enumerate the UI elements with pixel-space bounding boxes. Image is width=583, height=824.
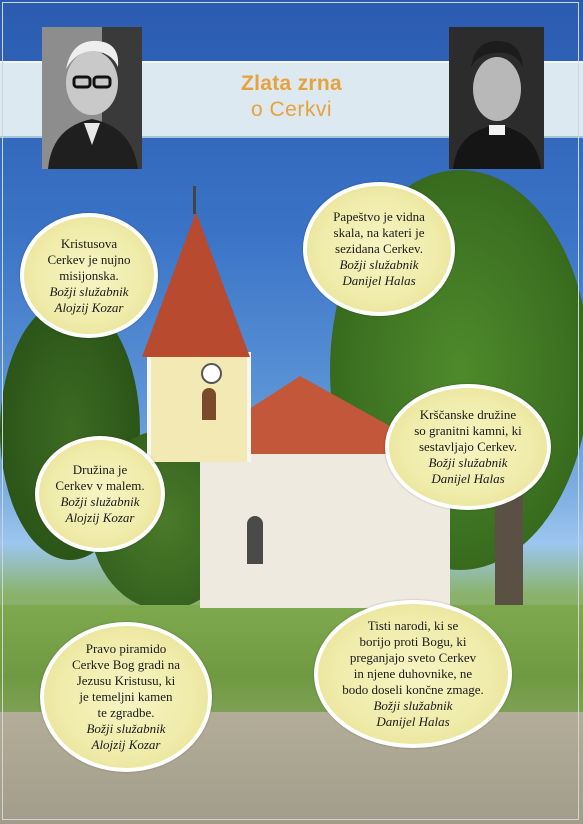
quote-bubble [35,436,165,552]
cross-icon [193,186,196,214]
portrait-photo-right [449,27,544,169]
church-tower [147,352,251,462]
page-subtitle: o Cerkvi [250,98,333,121]
quote-bubble [20,213,158,338]
quote-text: Papeštvo je vidna skala, na kateri je sezidana Cerkev. [333,209,425,256]
quote-author: Božji služabnik Alojzij Kozar [86,721,166,752]
elderly-man-portrait-icon [42,27,142,169]
quote-text: Pravo piramido Cerkve Bog gradi na Jezusu Kristusu, ki je temeljni kamen te zgradbe. [72,641,180,720]
quote-author: Božji služabnik Danijel Halas [428,455,508,486]
quote-bubble [314,600,512,748]
quote-text: Kristusova Cerkev je nujno misijonska. [47,235,131,283]
page-title: Zlata zrna [240,72,343,95]
quote-text: Družina je Cerkev v malem. [55,462,145,493]
quote-text: Tisti narodi, ki se borijo proti Bogu, ki preganjajo sveto Cerkev in njene duhovnike, ne bodo doseli končne zmage. [342,618,484,697]
quote-bubble [385,384,551,510]
church-tower-roof [142,212,250,357]
tower-window [202,388,216,420]
quote-author: Božji služabnik Danijel Halas [373,698,453,729]
quote-text: Krščanske družine so granitni kamni, ki sestavljajo Cerkev. [414,407,522,454]
clock-icon [201,363,222,384]
quote-bubble [40,622,212,772]
portrait-photo-left [42,27,142,169]
young-priest-portrait-icon [449,27,544,169]
church-window [247,516,263,564]
quote-author: Božji služabnik Alojzij Kozar [60,494,140,525]
quote-author: Božji služabnik Danijel Halas [339,257,419,288]
quote-author: Božji služabnik Alojzij Kozar [49,283,129,315]
quote-bubble [303,182,455,316]
